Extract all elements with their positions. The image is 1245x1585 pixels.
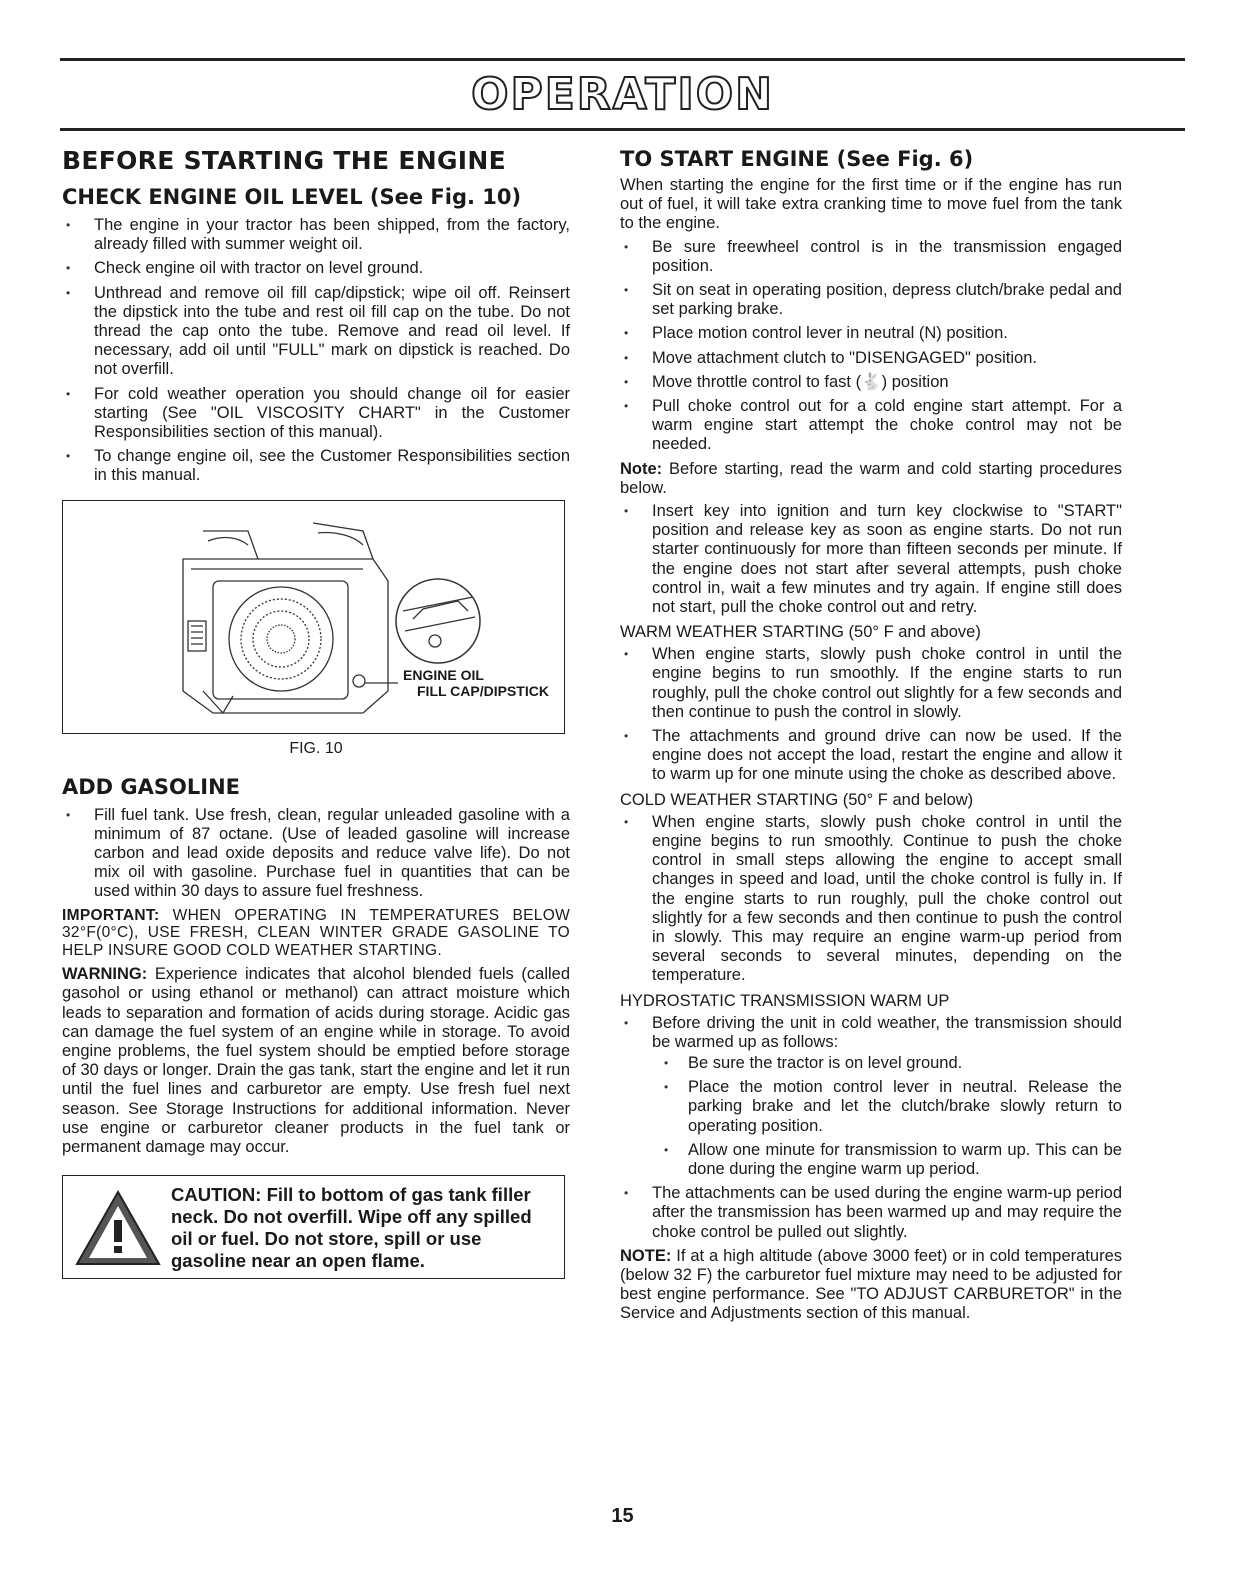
cold-weather-heading: COLD WEATHER STARTING (50° F and below)	[620, 790, 974, 809]
figure-label-line1: ENGINE OIL	[403, 666, 484, 683]
important-label: IMPORTANT:	[62, 906, 160, 924]
title-rule	[60, 128, 1185, 131]
hydro-bullet-text: Before driving the unit in cold weather, the transmission should be warmed up as follows:	[652, 1013, 1122, 1051]
final-note-text: If at a high altitude (above 3000 feet) or in cold temperatures (below 32 F) the carburetor fuel mixture may need to be adjusted for best engine performance. See "TO ADJUST CARBURETOR" in the Service and Adjustments section of this manual.	[620, 1246, 1122, 1323]
ignition-list	[620, 502, 1122, 617]
list-item: • The engine in your tractor has been shipped, from the factory, already filled with summer weight oil.	[62, 216, 570, 254]
warning-label: WARNING:	[62, 965, 148, 984]
note-label: Note:	[620, 459, 663, 478]
gasoline-heading: ADD GASOLINE	[62, 774, 241, 799]
left-column	[62, 146, 570, 1279]
figure-label	[403, 667, 549, 699]
page-number: 15	[611, 1505, 634, 1527]
hydro-list	[620, 1014, 1122, 1242]
list-item: • Fill fuel tank. Use fresh, clean, regular unleaded gasoline with a minimum of 87 octane. (Use of leaded gasoline will increase carbon and lead oxide deposits and reduce valve life). Do not mix oil with gasoline. Purchase fuel in quantities that can be used within 30 days to assure fuel freshness.	[62, 806, 570, 902]
list-item: • Unthread and remove oil fill cap/dipstick; wipe oil off. Reinsert the dipstick into the tube and rest oil fill cap on the tube. Do not thread the cap onto the tube. Remove and read oil level. If necessary, add oil until "FULL" mark on dipstick is reached. Do not overfill.	[62, 284, 570, 380]
page-title: OPERATION	[471, 69, 774, 120]
sub-list-item: • Allow one minute for transmission to warm up. This can be done during the engine warm up period.	[652, 1141, 1122, 1179]
list-item: • When engine starts, slowly push choke control in until the engine begins to run smoothly. Continue to push the choke control in small steps allowing the engine to accept small changes in speed and load, until the choke control is fully in. If the engine starts to run roughly, pull the choke control out slightly for a few seconds and then continue to push the control in slowly. This may require an engine warm-up period from several seconds to several minutes, depending on the temperature.	[620, 813, 1122, 986]
list-item: • Check engine oil with tractor on level ground.	[62, 259, 570, 278]
list-item: • Move attachment clutch to "DISENGAGED" position.	[620, 349, 1122, 368]
warning-triangle-icon	[73, 1188, 163, 1268]
oil-check-list	[62, 216, 570, 486]
right-column	[620, 146, 1122, 1328]
start-steps-list	[620, 238, 1122, 455]
figure-caption: FIG. 10	[289, 739, 343, 757]
list-item: • Sit on seat in operating position, depress clutch/brake pedal and set parking brake.	[620, 281, 1122, 319]
list-item: • Place motion control lever in neutral (N) position.	[620, 324, 1122, 343]
final-note	[620, 1247, 1122, 1324]
list-item: • For cold weather operation you should change oil for easier starting (See "OIL VISCOSITY CHART" in the Customer Responsibilities section of this manual).	[62, 385, 570, 443]
caution-box	[62, 1175, 565, 1279]
list-item: • Be sure freewheel control is in the transmission engaged position.	[620, 238, 1122, 276]
caution-text: CAUTION: Fill to bottom of gas tank filler neck. Do not overfill. Wipe off any spilled oil or fuel. Do not store, spill or use gasoline near an open flame.	[171, 1184, 532, 1272]
list-item: • The attachments and ground drive can now be used. If the engine does not accept the load, restart the engine and allow it to warm up for one minute using the choke as described above.	[620, 727, 1122, 785]
sub-list-item: • Be sure the tractor is on level ground.	[652, 1054, 1122, 1073]
section-title: BEFORE STARTING THE ENGINE	[62, 146, 506, 175]
list-item: • To change engine oil, see the Customer Responsibilities section in this manual.	[62, 447, 570, 485]
final-note-label: NOTE:	[620, 1246, 672, 1265]
list-item: • Pull choke control out for a cold engine start attempt. For a warm engine start attempt the choke control may not be needed.	[620, 397, 1122, 455]
list-item: • Move throttle control to fast (🐇) position	[620, 373, 1122, 392]
note-text: Before starting, read the warm and cold starting procedures below.	[620, 459, 1122, 497]
hydro-heading: HYDROSTATIC TRANSMISSION WARM UP	[620, 991, 950, 1010]
warning-text: Experience indicates that alcohol blended fuels (called gasohol or using ethanol or methanol) can attract moisture which leads to separation and formation of acids during storage. Acidic gas can damage the fuel system of an engine while in storage. To avoid engine problems, the fuel system should be emptied before storage of 30 days or longer. Drain the gas tank, start the engine and let it run until the fuel lines and carburetor are empty. Use fresh fuel next season. See Storage Instructions for additional information. Never use engine or carburetor cleaner products in the fuel tank or permanent damage may occur.	[62, 965, 570, 1156]
engine-figure	[62, 500, 565, 734]
start-engine-heading: TO START ENGINE (See Fig. 6)	[620, 147, 974, 171]
list-item: • Insert key into ignition and turn key clockwise to "START" position and release key as soon as engine starts. Do not run starter continuously for more than fifteen seconds per minute. If the engine does not start after several attempts, push choke control in, wait a few minutes and try again. If engine still does not start, pull the choke control out and retry.	[620, 502, 1122, 617]
oil-check-heading: CHECK ENGINE OIL LEVEL (See Fig. 10)	[62, 185, 522, 209]
figure-label-line2: FILL CAP/DIPSTICK	[417, 682, 549, 699]
cold-weather-list	[620, 813, 1122, 986]
hydro-sub-list	[652, 1054, 1122, 1179]
warm-weather-heading: WARM WEATHER STARTING (50° F and above)	[620, 623, 981, 642]
important-note	[62, 907, 570, 960]
top-rule	[60, 58, 1185, 61]
sub-list-item: • Place the motion control lever in neutral. Release the parking brake and let the clutch/brake slowly return to operating position.	[652, 1078, 1122, 1136]
important-text: WHEN OPERATING IN TEMPERATURES BELOW 32°F(0°C), USE FRESH, CLEAN WINTER GRADE GASOLINE TO HELP INSURE GOOD COLD WEATHER STARTING.	[62, 906, 571, 959]
list-item: • The attachments can be used during the engine warm-up period after the transmission has been warmed up and may require the choke control be pulled out slightly.	[620, 1184, 1122, 1242]
list-item	[620, 1014, 1122, 1180]
warning-note	[62, 965, 570, 1157]
list-item: • When engine starts, slowly push choke control in until the engine begins to run smoothly. If the engine starts to run roughly, pull the choke control out slightly for a few seconds and then continue to push the control in slowly.	[620, 645, 1122, 722]
warm-weather-list	[620, 645, 1122, 784]
start-intro: When starting the engine for the first time or if the engine has run out of fuel, it will take extra cranking time to move fuel from the tank to the engine.	[620, 176, 1122, 233]
start-note	[620, 460, 1122, 498]
gasoline-list	[62, 806, 570, 902]
